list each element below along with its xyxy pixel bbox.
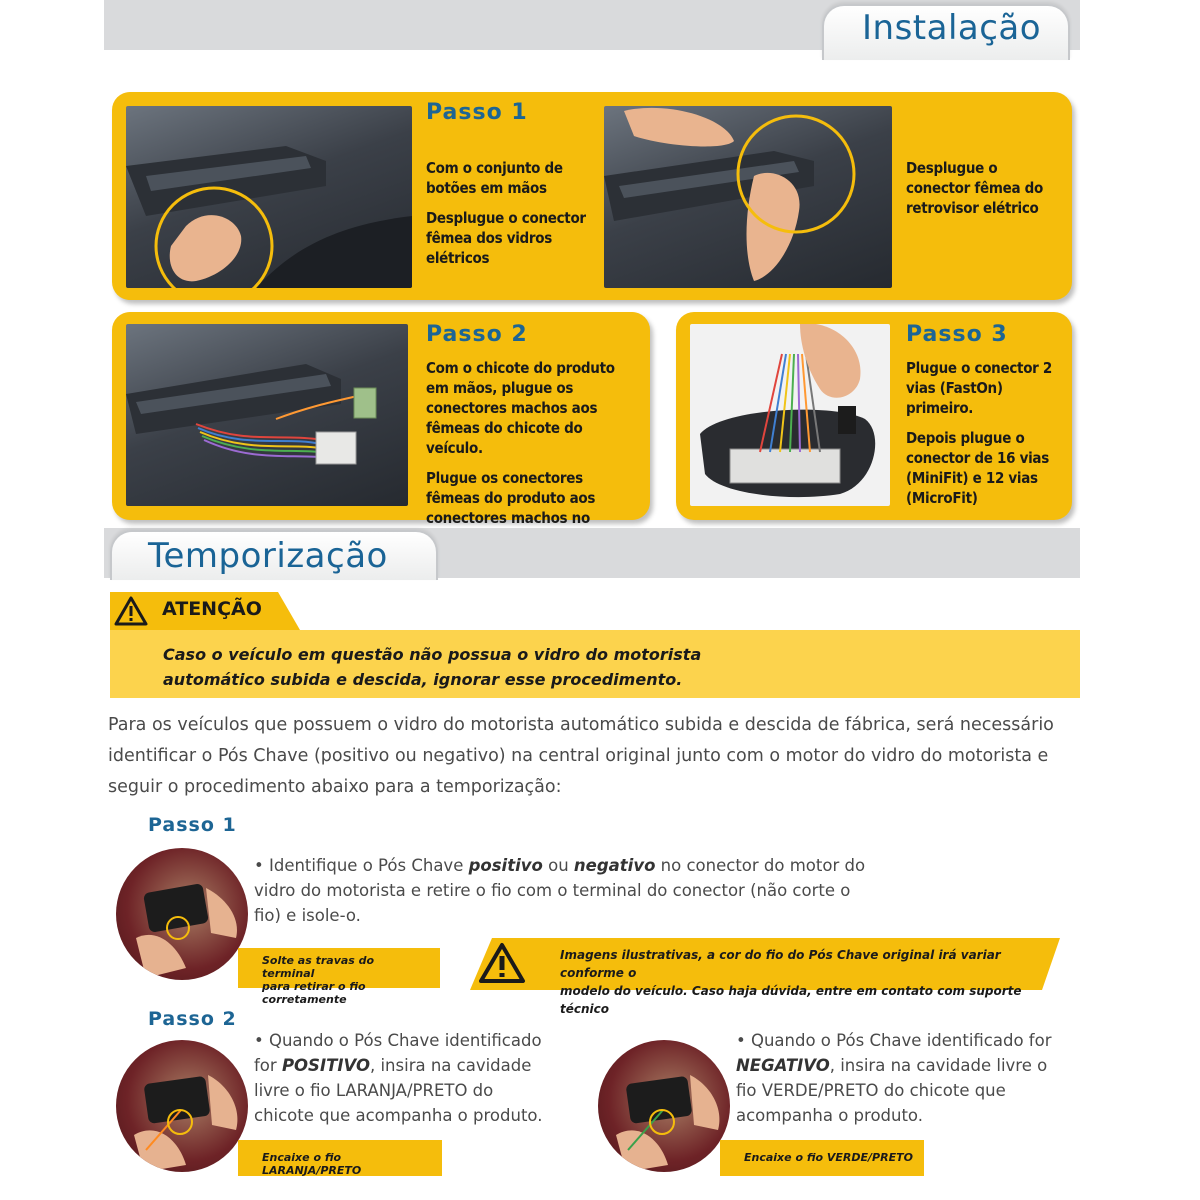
timing-step1-title: Passo 1 bbox=[148, 814, 237, 836]
timing-step2-right-a: • Quando o Pós Chave identificado for bbox=[736, 1031, 1052, 1050]
timing-step2-photo-negative bbox=[598, 1040, 730, 1172]
step1-text-right: Desplugue o conector fêmea do retrovisor elétrico bbox=[906, 159, 1043, 217]
timing-step2-negative-text bbox=[736, 1028, 1066, 1128]
timing-step2-negative-callout: Encaixe o fio VERDE/PRETO bbox=[720, 1140, 924, 1176]
step2-title: Passo 2 bbox=[426, 322, 528, 347]
timing-step2-title: Passo 2 bbox=[148, 1008, 237, 1030]
step1-text-1: Com o conjunto de botões em mãos bbox=[426, 159, 563, 197]
step1-photo-right bbox=[604, 106, 892, 288]
timing-intro: Para os veículos que possuem o vidro do motorista automático subida e descida de fábrica, será necessário identificar o Pós Chave (positivo ou negativo) na central original junto com o motor do vidro do motorista e seguir o procedimento abaixo para a temporização: bbox=[108, 715, 1054, 797]
step1-title: Passo 1 bbox=[426, 100, 528, 125]
timing-step1-text bbox=[254, 853, 874, 928]
step3-text bbox=[906, 358, 1066, 518]
timing-step2-positive-callout: Encaixe o fio LARANJA/PRETO bbox=[238, 1140, 442, 1176]
step1-text-2: Desplugue o conector fêmea dos vidros elétricos bbox=[426, 209, 586, 267]
timing-step2-left-a: • Quando o Pós Chave identificado for bbox=[254, 1031, 542, 1075]
timing-title: Temporização bbox=[148, 536, 388, 576]
disclaimer-line1: Imagens ilustrativas, a cor do fio do Pós Chave original irá variar conforme o bbox=[560, 948, 1001, 980]
installation-title: Instalação bbox=[862, 8, 1042, 48]
timing-step1-text-b: ou bbox=[542, 856, 574, 875]
warning-icon bbox=[478, 942, 526, 984]
negativo-emphasis: NEGATIVO bbox=[736, 1056, 830, 1075]
step1-photo-left bbox=[126, 106, 412, 288]
attention-text bbox=[163, 642, 701, 692]
step3-title: Passo 3 bbox=[906, 322, 1008, 347]
timing-step2-positive-text bbox=[254, 1028, 554, 1128]
step3-text-2: Depois plugue o conector de 16 vias (MiniFit) e 12 vias (MicroFit) bbox=[906, 429, 1049, 507]
positive-emphasis: positivo bbox=[468, 856, 543, 875]
timing-step2-left-b: , insira na cavidade livre o fio LARANJA/PRETO do chicote que acompanha o produto. bbox=[254, 1056, 543, 1125]
timing-step2-photo-positive bbox=[116, 1040, 248, 1172]
negative-emphasis: negativo bbox=[573, 856, 656, 875]
callout-line2: para retirar o fio corretamente bbox=[262, 980, 366, 1006]
step2-text-2: Plugue os conectores fêmeas do produto aos conectores machos no bbox=[426, 469, 596, 527]
attention-text-line2: automático subida e descida, ignorar esse procedimento. bbox=[163, 670, 683, 689]
image-disclaimer-text bbox=[560, 946, 1030, 1018]
warning-icon bbox=[114, 596, 148, 626]
timing-step2-right-b: , insira na cavidade livre o fio VERDE/PRETO do chicote que acompanha o produto. bbox=[736, 1056, 1048, 1125]
step2-text-1: Com o chicote do produto em mãos, plugue os conectores machos aos fêmeas do chicote do veículo. bbox=[426, 359, 615, 457]
attention-text-line1: Caso o veículo em questão não possua o vidro do motorista bbox=[163, 645, 702, 664]
callout-line1: Solte as travas do terminal bbox=[262, 954, 375, 980]
timing-step1-text-c: no conector do motor do vidro do motorista e retire o fio com o terminal do conector (não corte o fio) e isole-o. bbox=[254, 856, 866, 925]
timing-step1-callout bbox=[238, 948, 440, 1006]
attention-label: ATENÇÃO bbox=[162, 598, 262, 620]
step3-text-1: Plugue o conector 2 vias (FastOn) primeiro. bbox=[906, 359, 1053, 417]
step2-photo bbox=[126, 324, 408, 506]
step3-photo bbox=[690, 324, 890, 506]
disclaimer-line2: modelo do veículo. Caso haja dúvida, entre em contato com suporte técnico bbox=[560, 984, 1022, 1016]
timing-step1-text-a: • Identifique o Pós Chave bbox=[254, 856, 469, 875]
step1-text-left bbox=[426, 158, 586, 278]
timing-step1-photo bbox=[116, 848, 248, 980]
positivo-emphasis: POSITIVO bbox=[281, 1056, 370, 1075]
